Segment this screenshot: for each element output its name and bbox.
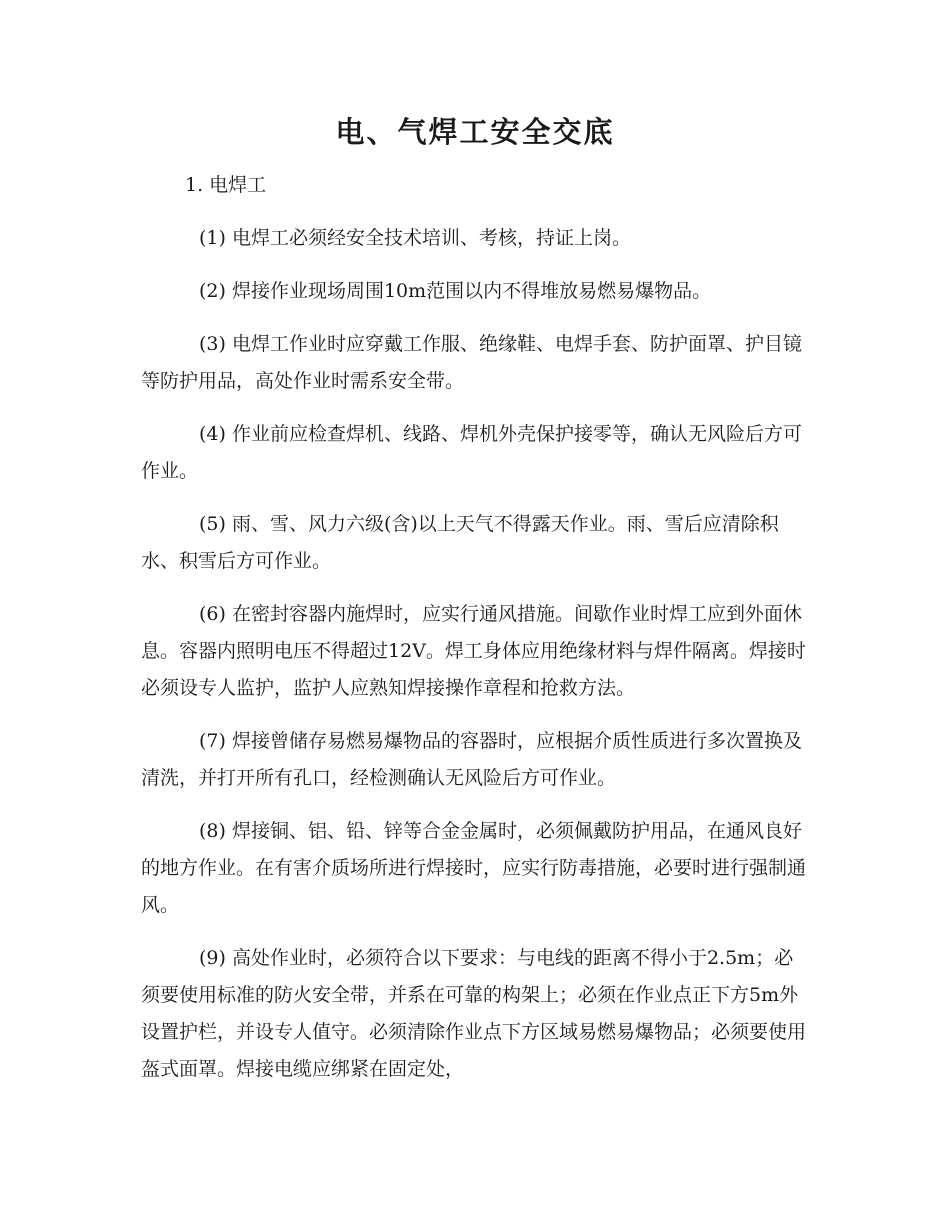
- paragraph-9: (9) 高处作业时，必须符合以下要求：与电线的距离不得小于2.5m；必须要使用标准的防火安全带，并系在可靠的构架上；必须在作业点正下方5m外设置护栏，并设专人值守。必须清除作业点下方区域易燃易爆物品；必须要使用盔式面罩。焊接电缆应绑紧在固定处，: [141, 947, 807, 1080]
- document-title: 电、气焊工安全交底: [335, 115, 615, 149]
- document-body: [141, 167, 809, 1104]
- paragraph-8: (8) 焊接铜、铝、铅、锌等合金金属时，必须佩戴防护用品，在通风良好的地方作业。在有害介质场所进行焊接时，应实行防毒措施，必要时进行强制通风。: [141, 820, 807, 916]
- paragraph-5: (5) 雨、雪、风力六级(含)以上天气不得露天作业。雨、雪后应清除积水、积雪后方可作业。: [141, 513, 779, 572]
- paragraph-2: (2) 焊接作业现场周围10m范围以内不得堆放易燃易爆物品。: [199, 280, 712, 302]
- paragraph-3: (3) 电焊工作业时应穿戴工作服、绝缘鞋、电焊手套、防护面罩、护目镜等防护用品，高处作业时需系安全带。: [141, 333, 802, 392]
- paragraph-1: (1) 电焊工必须经安全技术培训、考核，持证上岗。: [199, 227, 631, 249]
- paragraph-4: (4) 作业前应检查焊机、线路、焊机外壳保护接零等，确认无风险后方可作业。: [141, 423, 802, 482]
- paragraph-7: (7) 焊接曾储存易燃易爆物品的容器时，应根据介质性质进行多次置换及清洗，并打开所有孔口，经检测确认无风险后方可作业。: [141, 730, 802, 789]
- paragraph-6: (6) 在密封容器内施焊时，应实行通风措施。间歇作业时焊工应到外面休息。容器内照明电压不得超过12V。焊工身体应用绝缘材料与焊件隔离。焊接时必须设专人监护，监护人应熟知焊接操作章程和抢救方法。: [141, 603, 806, 699]
- section-heading: 1. 电焊工: [185, 174, 267, 196]
